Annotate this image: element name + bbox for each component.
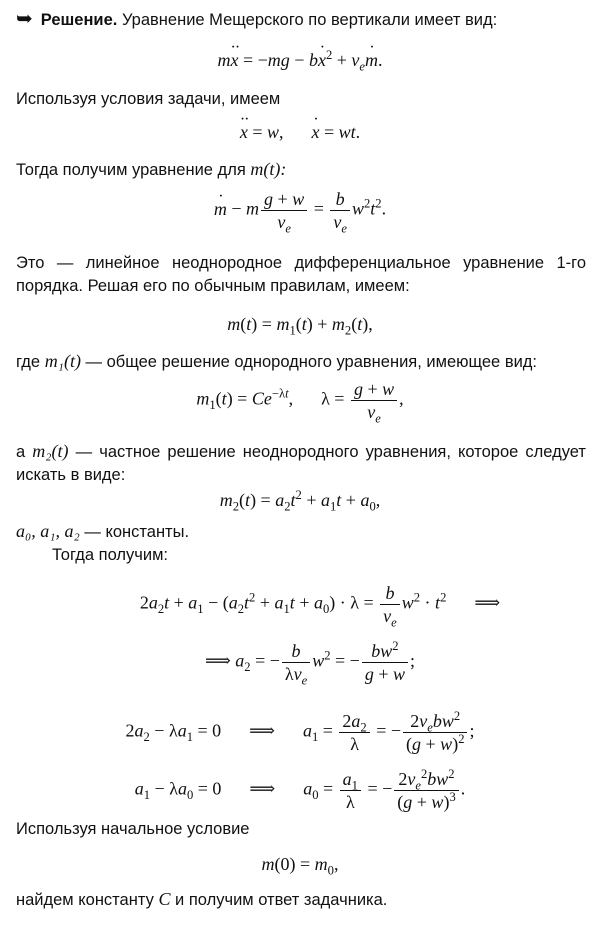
p4-math: m₁(t) — [44, 351, 81, 371]
p5-math: m₂(t) — [32, 441, 69, 461]
equation-a0: $a_1 - \lambda a_0 = 0$ ⟹ $a_0$ = $\frac{a_1}{\lambda}$ = − $\frac{2v_e^2bw^2}{(g + w)^3}$ . — [134, 767, 466, 812]
equation-particular-form: $m_2(t) = a_2t^2 + a_1t + a_0$, — [219, 488, 381, 514]
arrow-icon: ➥ — [16, 8, 33, 30]
equation-homogeneous-solution: $m_1(t) = Ce^{-\lambda t}$, λ = $\frac{g + w}{v_e}$ , — [196, 379, 404, 426]
p2-text: Тогда получим уравнение для — [16, 161, 246, 179]
p5-b: — частное решение неоднородного уравнения, которое следует искать в виде: — [16, 443, 586, 484]
p9-math: C — [158, 889, 171, 909]
paragraph-constants — [16, 520, 586, 544]
p4-b: — общее решение однородного уравнения, имеющее вид: — [85, 353, 538, 371]
p4-a: где — [16, 353, 41, 371]
heading-text: Уравнение Мещерского по вертикали имеет вид: — [121, 11, 498, 29]
solution-label: Решение. — [40, 11, 118, 29]
p2-math: m(t): — [250, 159, 287, 179]
equation-conditions: ·· x = w,· x = wt. — [0, 120, 600, 144]
paragraph-find-constant — [16, 888, 586, 912]
paragraph-linear-ode: Это — линейное неоднородное дифференциальное уравнение 1-го порядка. Решая его по обычным правилам, имеем: — [16, 254, 586, 295]
paragraph-conditions: Используя условия задачи, имеем — [16, 90, 281, 108]
p6-b: — константы. — [84, 523, 190, 541]
equation-substitution: $2a_2t + a_1 - (a_2t^2 + a_1t + a_0) \cdot \lambda$ = $\frac{b}{v_e}$ $w^2 \cdot t^2$ ⟹ — [139, 583, 501, 630]
paragraph-then-get: Тогда получим: — [52, 546, 168, 564]
solution-heading — [16, 8, 586, 32]
p9-a: найдем константу — [16, 891, 154, 909]
p5-a: а — [16, 443, 26, 461]
p9-b: и получим ответ задачника. — [175, 891, 388, 909]
paragraph-initial-condition: Используя начальное условие — [16, 820, 250, 838]
paragraph-particular — [16, 440, 586, 487]
paragraph-then — [16, 158, 586, 182]
equation-meshchersky: $m\cdot\cdot x = -mg - b\cdot x^2 + v_e\cdot m$. — [0, 48, 600, 72]
paragraph-homogeneous — [16, 350, 586, 374]
equation-initial: $m(0) = m_0$, — [261, 854, 339, 878]
equation-a1: $2a_2 - \lambda a_1 = 0$ ⟹ $a_1$ = $\frac{2a_2}{\lambda}$ = − $\frac{2v_ebw^2}{(g + w)^2}$ ; — [125, 709, 475, 754]
equation-general-solution: $m(t) = m_1(t) + m_2(t)$, — [227, 314, 373, 338]
equation-a2: ⟹ $a_2$ = − $\frac{b}{\lambda v_e}$ $w^2$ = − $\frac{bw^2}{g + w}$ ; — [204, 639, 416, 688]
p6-math: a₀, a₁, a₂ — [16, 521, 80, 541]
equation-mass-ode: · m − m $\frac{g + w}{v_e}$ = $\frac{b}{v_e}$ $w^2t^2$. — [0, 188, 600, 233]
